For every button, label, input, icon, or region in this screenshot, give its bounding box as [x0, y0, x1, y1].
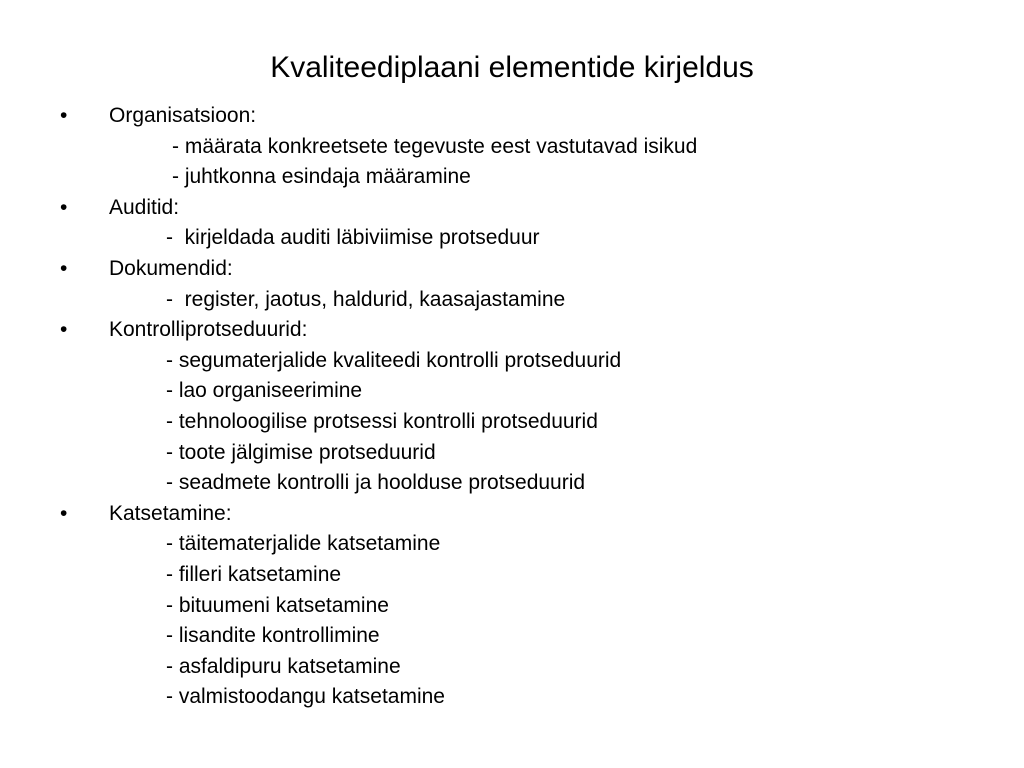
sub-item-text: - täitematerjalide katsetamine: [166, 532, 441, 556]
sub-item: [0, 132, 1024, 163]
sub-item-text: - lao organiseerimine: [166, 379, 363, 403]
sub-item-text: - register, jaotus, haldurid, kaasajastamine: [166, 287, 566, 311]
sub-item: [0, 560, 1024, 591]
bullet-heading: Organisatsioon:: [109, 104, 257, 127]
sub-item: [0, 162, 1024, 193]
sub-item: [0, 682, 1024, 713]
bullet-icon: •: [60, 501, 68, 525]
sub-item-text: - filleri katsetamine: [166, 562, 342, 586]
sub-item: [0, 223, 1024, 254]
sub-item-text: - lisandite kontrollimine: [166, 624, 380, 648]
sub-item-text: - seadmete kontrolli ja hoolduse protseduurid: [166, 471, 586, 495]
bullet-icon: •: [60, 318, 68, 342]
sub-item-text: - tehnoloogilise protsessi kontrolli protseduurid: [166, 409, 598, 433]
bullet-item: [0, 193, 1024, 224]
sub-item: [0, 376, 1024, 407]
sub-item-text: - juhtkonna esindaja määramine: [172, 165, 471, 189]
sub-item-text: - kirjeldada auditi läbiviimise protseduur: [166, 226, 540, 250]
sub-item-text: - määrata konkreetsete tegevuste eest vastutavad isikud: [172, 134, 698, 158]
sub-item: [0, 407, 1024, 438]
bullet-heading: Auditid:: [109, 195, 180, 219]
sub-item: [0, 652, 1024, 683]
sub-item: [0, 529, 1024, 560]
bullet-heading: Kontrolliprotseduurid:: [109, 318, 308, 342]
sub-item: [0, 468, 1024, 499]
bullet-heading: Katsetamine:: [109, 501, 232, 525]
bullet-list: [0, 101, 1024, 713]
sub-item-text: - bituumeni katsetamine: [166, 593, 389, 617]
sub-item: [0, 621, 1024, 652]
slide-title: Kvaliteediplaani elementide kirjeldus: [270, 51, 754, 84]
sub-item-text: - segumaterjalide kvaliteedi kontrolli protseduurid: [166, 348, 622, 372]
sub-item: [0, 438, 1024, 469]
sub-item-text: - asfaldipuru katsetamine: [166, 654, 401, 678]
bullet-icon: •: [60, 104, 68, 127]
sub-item: [0, 591, 1024, 622]
sub-item-text: - valmistoodangu katsetamine: [166, 685, 445, 709]
bullet-item: [0, 499, 1024, 530]
sub-item: [0, 285, 1024, 316]
bullet-icon: •: [60, 256, 68, 280]
sub-item-text: - toote jälgimise protseduurid: [166, 440, 436, 464]
bullet-item: [0, 254, 1024, 285]
bullet-item: [0, 101, 1024, 132]
bullet-item: [0, 315, 1024, 346]
sub-item: [0, 346, 1024, 377]
bullet-icon: •: [60, 195, 68, 219]
bullet-heading: Dokumendid:: [109, 256, 233, 280]
